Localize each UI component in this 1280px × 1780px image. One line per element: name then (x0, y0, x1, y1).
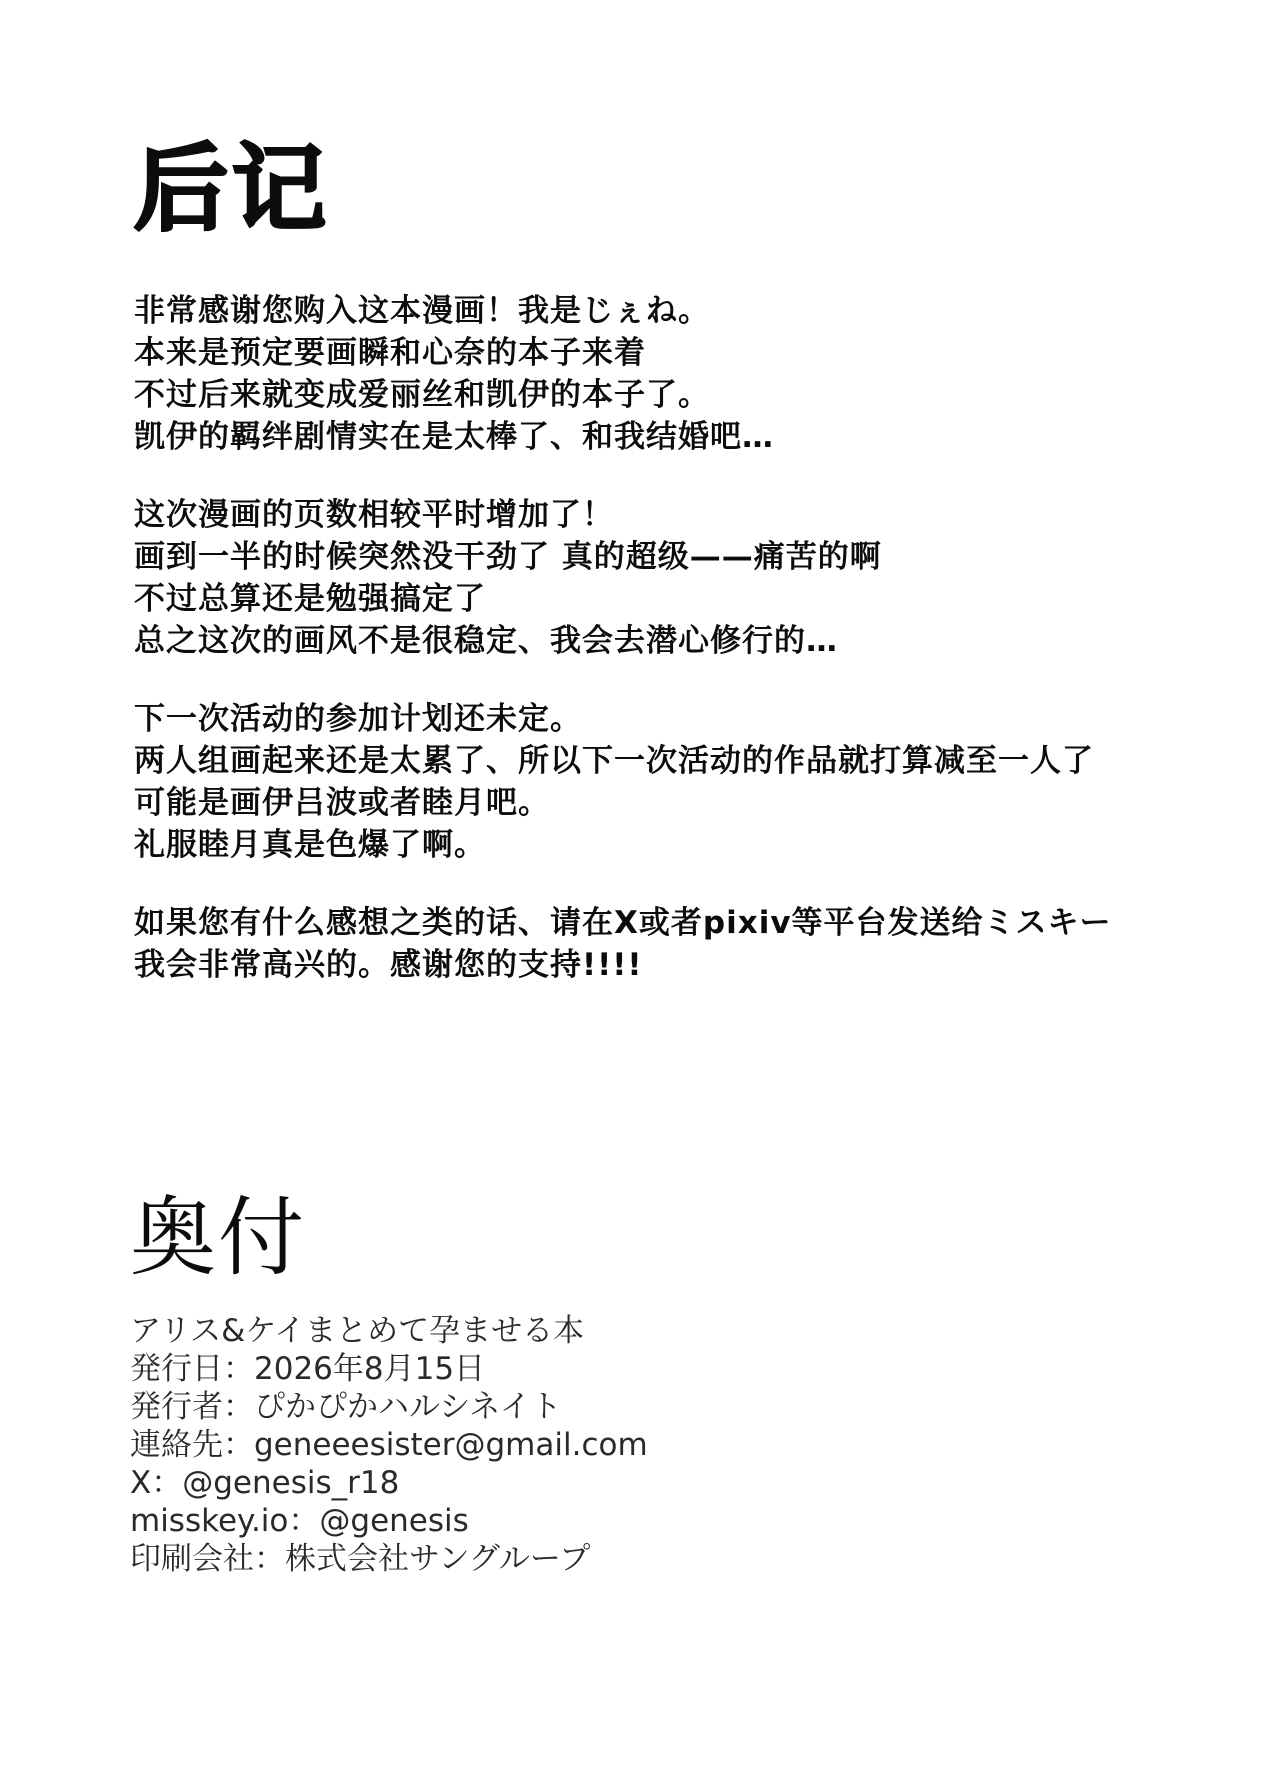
afterword-line: 本来是预定要画瞬和心奈的本子来着 (134, 335, 646, 371)
afterword-paragraph-3 (134, 698, 1214, 866)
colophon-section (130, 1188, 1210, 1578)
colophon-title: 奥付 (130, 1188, 306, 1288)
afterword-line: 这次漫画的页数相较平时增加了！ (134, 497, 614, 533)
colophon-x-account: X：@genesis_r18 (130, 1465, 400, 1501)
afterword-line: 不过后来就变成爱丽丝和凯伊的本子了。 (134, 377, 710, 413)
afterword-title: 后记 (134, 135, 331, 244)
colophon-publisher: 発行者：ぴかぴかハルシネイト (130, 1389, 562, 1425)
afterword-paragraph-2 (134, 494, 1214, 662)
afterword-line: 不过总算还是勉强搞定了 (134, 581, 486, 617)
afterword-line: 画到一半的时候突然没干劲了 真的超级——痛苦的啊 (134, 539, 882, 575)
afterword-paragraph-4 (134, 902, 1214, 986)
colophon-misskey-account: misskey.io：@genesis (130, 1503, 469, 1539)
colophon-book-title: アリス&ケイまとめて孕ませる本 (130, 1313, 585, 1349)
afterword-line: 下一次活动的参加计划还未定。 (134, 701, 582, 737)
afterword-line: 总之这次的画风不是很稳定、我会去潜心修行的… (134, 623, 838, 659)
colophon-contact-email: 連絡先：geneeesister@gmail.com (130, 1427, 648, 1463)
afterword-line: 如果您有什么感想之类的话、请在X或者pixiv等平台发送给ミスキー (134, 905, 1112, 941)
afterword-line: 礼服睦月真是色爆了啊。 (134, 827, 486, 863)
afterword-line: 我会非常高兴的。感谢您的支持!!!! (134, 947, 643, 983)
colophon-printer: 印刷会社：株式会社サングループ (130, 1541, 591, 1577)
afterword-line: 可能是画伊吕波或者睦月吧。 (134, 785, 550, 821)
afterword-paragraph-1 (134, 290, 1214, 458)
colophon-publish-date: 発行日：2026年8月15日 (130, 1351, 486, 1387)
afterword-line: 凯伊的羁绊剧情实在是太棒了、和我结婚吧… (134, 419, 774, 455)
afterword-section (134, 130, 1214, 1022)
afterword-line: 两人组画起来还是太累了、所以下一次活动的作品就打算减至一人了 (134, 743, 1094, 779)
afterword-line: 非常感谢您购入这本漫画！我是じぇね。 (134, 293, 710, 329)
